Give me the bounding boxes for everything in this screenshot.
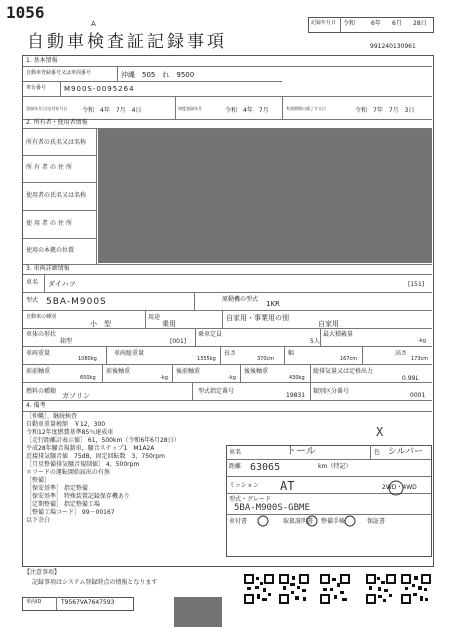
remark-line: ＊フードの運転開始届出の有無 bbox=[26, 469, 110, 476]
maker-label: 車名 bbox=[26, 279, 39, 286]
maker-value: ダイハツ bbox=[48, 280, 76, 288]
record-date-year: 6年 bbox=[371, 20, 381, 27]
remark-line: ［走行距離計表示値］ 61，500km（令和6年6月28日） bbox=[26, 437, 180, 444]
note-mission-label: ミッション bbox=[229, 482, 259, 489]
kind-value: 小 型 bbox=[90, 320, 111, 328]
section2-title: 2. 所有者・使用者情報 bbox=[26, 119, 88, 126]
weight-value: 1080kg bbox=[78, 356, 97, 362]
rear-rear-axle-value: 430kg bbox=[289, 375, 305, 381]
qr-code-3 bbox=[320, 574, 350, 604]
owner-name-label: 所有者の氏名又は名称 bbox=[26, 139, 87, 146]
rear-front-axle-label: 後前軸重 bbox=[176, 368, 201, 375]
note-grade-label: 型式・グレード bbox=[229, 496, 272, 503]
use-value: 乗用 bbox=[162, 320, 176, 328]
class-value: 0001 bbox=[410, 392, 426, 399]
displacement-value: 0.99L bbox=[402, 375, 419, 382]
owner-address-label: 所有者の住所 bbox=[26, 164, 75, 171]
notice-text: 記録事項はシステム登録時点の情報となります bbox=[32, 579, 158, 586]
length-label: 長さ bbox=[224, 350, 237, 357]
kind-label: 自動車の種別 bbox=[26, 314, 57, 320]
qr-code-4 bbox=[366, 574, 396, 604]
first-reg-label: 登録年月日/交付年月日 bbox=[26, 106, 68, 111]
engine-value: 1KR bbox=[266, 300, 280, 308]
length-value: 370cm bbox=[257, 356, 275, 362]
front-front-axle-label: 前前軸重 bbox=[26, 368, 51, 375]
capacity-label: 乗車定員 bbox=[198, 331, 223, 338]
remark-line: ［仲縄］，継続検査 bbox=[26, 413, 78, 420]
remark-line: ［整備］ bbox=[26, 477, 51, 484]
use-label: 用途 bbox=[148, 314, 161, 321]
record-date-day: 28日 bbox=[413, 20, 427, 27]
note-grade-value: 5BA-M900S-GBME bbox=[234, 503, 310, 513]
first-year-value: 令和 4年 7月 bbox=[225, 107, 269, 114]
redacted-owner-info bbox=[98, 129, 432, 263]
expiry-label: 有効期間の満了する日 bbox=[286, 106, 326, 111]
displacement-label: 総排気量又は定格出力 bbox=[313, 368, 374, 375]
first-year-label: 初度登録年月 bbox=[178, 106, 202, 111]
gross-value: 1355kg bbox=[197, 356, 216, 362]
note-color-value: シルバー bbox=[388, 447, 424, 457]
fuel-label: 燃料の種類 bbox=[26, 388, 57, 395]
handwritten-number: 1056 bbox=[6, 3, 45, 22]
first-reg-value: 令和 4年 7月 4日 bbox=[82, 107, 142, 114]
engine-label: 原動機の型式 bbox=[222, 296, 259, 303]
model-value: 5BA-M900S bbox=[46, 297, 107, 307]
purpose-label: 自家用・事業用の別 bbox=[226, 314, 289, 322]
note-option-3: 整備手帳 bbox=[321, 518, 346, 525]
rear-front-axle-value: -kg bbox=[228, 375, 236, 381]
type-no-value: 19831 bbox=[286, 392, 306, 399]
qr-code-1 bbox=[244, 574, 274, 604]
user-address-label: 使用者の住所 bbox=[26, 220, 75, 227]
notice-title: 【注意事項】 bbox=[24, 569, 61, 576]
qr-code-5 bbox=[401, 574, 431, 604]
weight-label: 車両重量 bbox=[26, 350, 51, 357]
section1-title: 1. 基本情報 bbox=[26, 57, 58, 64]
chassis-value: M900S-0095264 bbox=[64, 85, 135, 93]
record-date-month: 6月 bbox=[392, 20, 402, 27]
remark-line: 以下余白 bbox=[26, 517, 51, 524]
note-drive-value: 2WD・4WD bbox=[382, 484, 417, 491]
note-maker-value: トール bbox=[286, 446, 316, 457]
note-color-label: 色 bbox=[374, 449, 381, 456]
type-no-label: 型式指定番号 bbox=[198, 388, 235, 395]
note-mission-value: AT bbox=[280, 479, 295, 493]
section3-title: 3. 車両詳細情報 bbox=[26, 265, 70, 272]
front-front-axle-value: 650kg bbox=[80, 375, 96, 381]
note-mileage-label: 距離 bbox=[229, 463, 242, 470]
load-label: 最大積載量 bbox=[323, 331, 354, 338]
registration-value: 沖縄 505 れ 9500 bbox=[121, 71, 195, 79]
maker-code: [151] bbox=[408, 281, 425, 288]
section4-title: 4. 備考 bbox=[26, 402, 46, 409]
note-mark: X bbox=[376, 425, 384, 439]
width-value: 167cm bbox=[340, 356, 358, 362]
remark-line: 近接排気騒音値 75dB，固定回転数 3，750rpm bbox=[26, 453, 165, 460]
front-rear-axle-label: 前後軸重 bbox=[106, 368, 131, 375]
load-value: -kg bbox=[418, 338, 426, 344]
remark-line: ［保安基準］ 指定整備 bbox=[26, 485, 88, 492]
front-rear-axle-value: -kg bbox=[160, 375, 168, 381]
remark-line: 平成28年騒音規制車，騒音ステップ1 M1A2A bbox=[26, 445, 155, 452]
body-value: 箱型 bbox=[60, 338, 73, 345]
body-code: [001] bbox=[170, 338, 187, 345]
remark-line: ［定期整備］ 指定整備工場 bbox=[26, 501, 100, 508]
remark-line: 令和12年度燃費基準85％達成車 bbox=[26, 429, 114, 436]
capacity-value: 5人 bbox=[310, 338, 320, 345]
record-date-label: 記録年月日 bbox=[311, 20, 337, 26]
class-label: 類別区分番号 bbox=[313, 388, 350, 395]
document-title: 自動車検査証記録事項 bbox=[27, 32, 227, 52]
document-number: 991240130961 bbox=[370, 43, 416, 50]
purpose-value: 自家用 bbox=[318, 320, 339, 328]
record-date-era: 令和 bbox=[343, 20, 356, 27]
rear-rear-axle-label: 後後軸重 bbox=[244, 368, 269, 375]
remark-line: ［月星整備排気騒音規制値］ 4，500rpm bbox=[26, 461, 140, 468]
expiry-value: 令和 7年 7月 3日 bbox=[355, 107, 415, 114]
body-label: 車体の形状 bbox=[26, 331, 57, 338]
redacted-footer bbox=[174, 597, 222, 627]
width-label: 幅 bbox=[288, 350, 295, 357]
chassis-label: 車台番号 bbox=[26, 85, 47, 91]
height-value: 173cm bbox=[411, 356, 429, 362]
remark-line: 自動車重量税額 ￥12，300 bbox=[26, 421, 106, 428]
qr-code-2 bbox=[279, 574, 309, 604]
note-maker-label: 車名 bbox=[229, 449, 242, 456]
fuel-value: ガソリン bbox=[62, 392, 90, 400]
note-option-2: 取扱説明書 bbox=[283, 518, 314, 525]
header-mark: A bbox=[91, 20, 96, 28]
remark-line: ［保安基準］ 特殊装置記録保存機あり bbox=[26, 493, 130, 500]
note-option-1: 車付書 bbox=[229, 518, 248, 525]
remark-line: ［整備工場コード］ 99－00167 bbox=[26, 509, 115, 516]
note-option-4: 保証書 bbox=[367, 518, 386, 525]
model-label: 型式 bbox=[26, 297, 39, 304]
height-label: 高さ bbox=[395, 350, 408, 357]
registration-label: 自動車登録番号又は車両番号 bbox=[26, 70, 92, 76]
system-id-label: 車両ID bbox=[26, 599, 42, 605]
note-mileage-unit: km（特記） bbox=[318, 463, 352, 470]
base-location-label: 使用の本拠の位置 bbox=[26, 247, 75, 254]
user-name-label: 使用者の氏名又は名称 bbox=[26, 192, 87, 199]
note-mileage-value: 63065 bbox=[250, 462, 281, 473]
system-id-value: T9567VA7647593 bbox=[61, 599, 115, 606]
gross-label: 車両総重量 bbox=[114, 350, 145, 357]
